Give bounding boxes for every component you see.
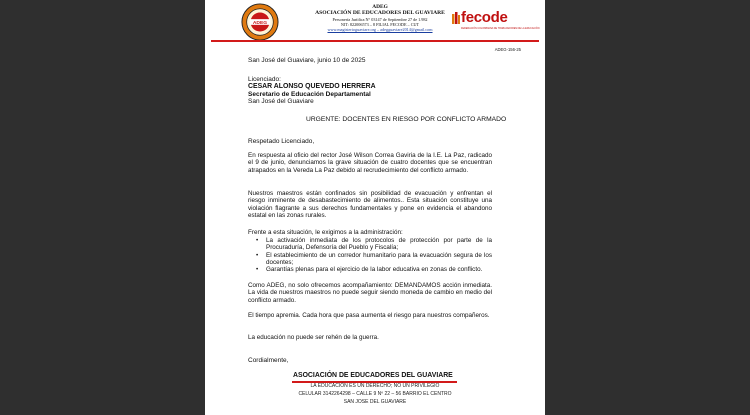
org-name: ASOCIACIÓN DE EDUCADORES DEL GUAVIARE: [315, 10, 445, 16]
paragraph-3: Frente a esta situación, le exigimos a la administración:: [248, 229, 403, 236]
letter-subject: URGENTE: DOCENTES EN RIESGO POR CONFLICTO ARMADO: [306, 116, 507, 123]
fecode-subtitle: FEDERACIÓN COLOMBIANA DE TRABAJADORES DE LA EDUCACIÓN: [461, 27, 540, 30]
bullet-icon: •: [256, 266, 259, 274]
fecode-logo: [452, 9, 540, 33]
letter-date: San José del Guaviare, junio 10 de 2025: [248, 57, 366, 64]
bullet-icon: •: [256, 251, 259, 259]
paragraph-4: Como ADEG, no solo ofrecemos acompañamiento: DEMANDAMOS acción inmediata. La vida de nuestros maestros no puede seguir siendo moneda de cambio en medio del conflicto armado.: [248, 282, 492, 304]
organization-header: [285, 4, 475, 32]
document-code: ADEG-156-25: [494, 47, 521, 52]
letter-page: [205, 0, 545, 415]
list-item: • Garantías plenas para el ejercicio de la labor educativa en zonas de conflicto.: [256, 266, 483, 274]
fecode-wordmark: fecode: [461, 9, 508, 26]
fecode-emblem-icon: [452, 12, 460, 24]
footer-motto: LA EDUCACIÓN ES UN DERECHO; NO UN PRIVILEGIO: [310, 383, 440, 389]
adeg-seal-logo: [241, 3, 279, 41]
paragraph-6: La educación no puede ser rehén de la guerra.: [248, 334, 379, 341]
recipient-title: Licenciado:: [248, 76, 281, 83]
list-item: • La activación inmediata de los protocolos de protección por parte de la Procuraduría, Defensoría del Pueblo y Fiscalía;: [256, 237, 492, 252]
paragraph-2: Nuestros maestros están confinados sin posibilidad de evacuación y enfrentan el riesgo inminente de desabastecimiento de alimentos.. Esta situación constituye una violación flagrante a sus derechos fundamentales y pone en evidencia el abandono estatal en las zonas rurales.: [248, 190, 492, 220]
letter-greeting: Respetado Licenciado,: [248, 138, 315, 145]
header-divider: [211, 40, 539, 42]
paragraph-5: El tiempo apremia. Cada hora que pasa aumenta el riesgo para nuestros compañeros.: [248, 312, 490, 319]
recipient-role: Secretario de Educación Departamental: [248, 91, 371, 98]
footer-address: CELULAR 3142264298 – CALLE 9 Nº 22 – 56 BARRIO EL CENTRO: [298, 391, 452, 397]
footer-city: SAN JOSE DEL GUAVIARE: [343, 399, 407, 405]
demands-list: [255, 237, 492, 274]
org-nit: NIT: 822006573 – 8 FILIAL FECODE – CUT: [340, 21, 420, 27]
recipient-name: CESAR ALONSO QUEVEDO HERRERA: [248, 83, 376, 90]
list-item: • El establecimiento de un corredor humanitario para la evacuación segura de los docentes;: [256, 251, 492, 267]
bullet-icon: •: [256, 237, 259, 244]
paragraph-1: En respuesta al oficio del rector José Wilson Correa Gaviria de la I.E. La Paz, radicado el 9 de junio, denunciamos la grave situación de cuatro docentes que se encuentran atrapados en la Vereda La Paz debido al recrudecimiento del conflicto armado.: [248, 152, 492, 174]
letter-closing: Cordialmente,: [248, 357, 289, 364]
org-short: ADEG: [372, 4, 388, 10]
svg-text:ADEG: ADEG: [252, 20, 268, 26]
org-links[interactable]: www.magisterioguaviare.org – adegguaviare2014@gmail.com: [327, 26, 433, 32]
org-legal: Personería Jurídica N° 03147 de Septiembre 27 de 1.982: [332, 16, 428, 22]
signature-block: ASOCIACIÓN DE EDUCADORES DEL GUAVIARE: [293, 372, 453, 379]
recipient-place: San José del Guaviare: [248, 98, 314, 105]
